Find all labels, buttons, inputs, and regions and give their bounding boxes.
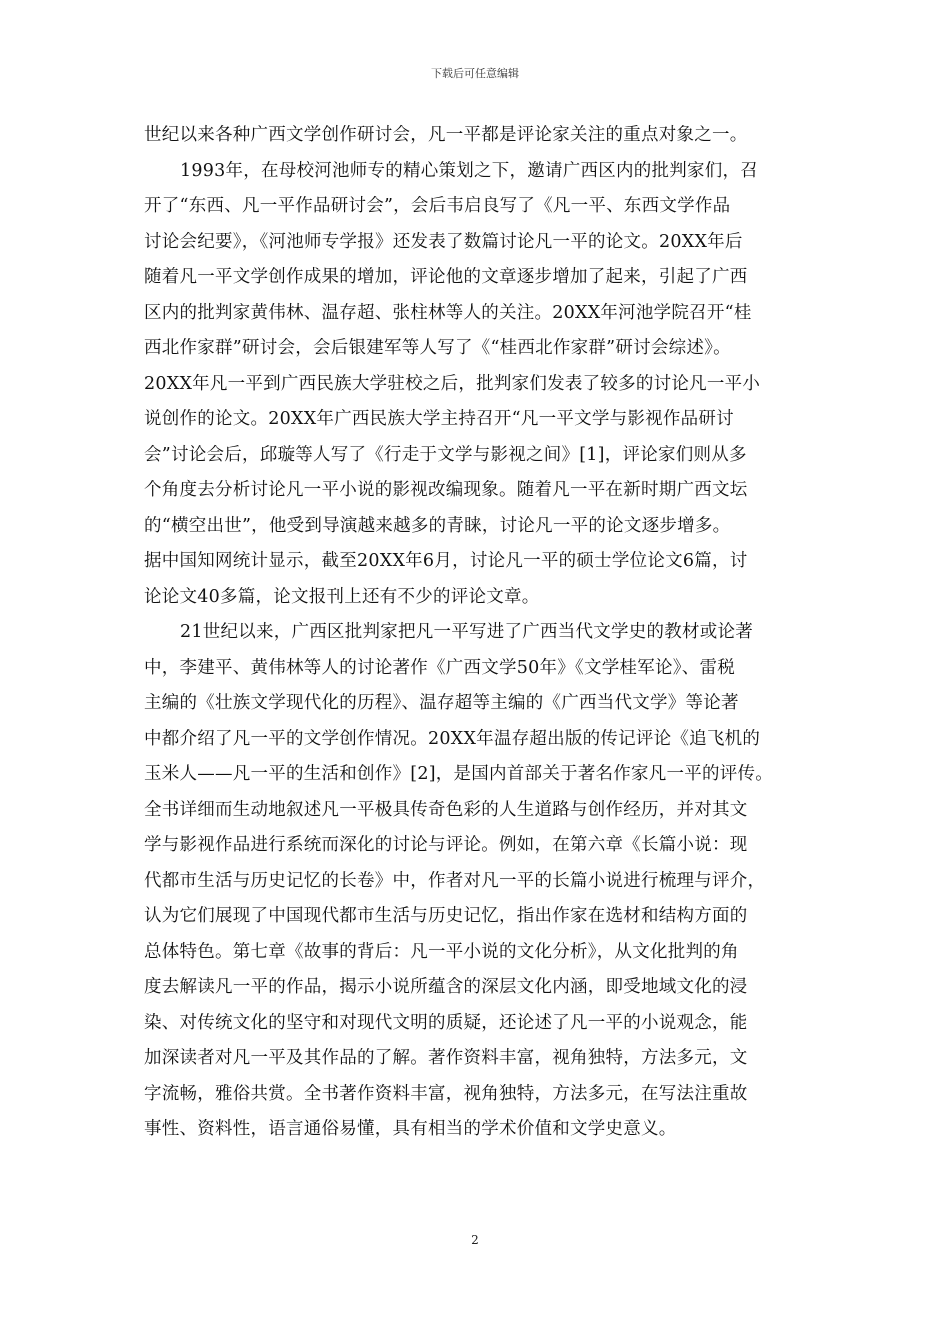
text-line: 20XX年凡一平到广西民族大学驻校之后，批判家们发表了较多的讨论凡一平小 [144, 373, 761, 394]
paragraph-first-line: 1993年，在母校河池师专的精心策划之下，邀请广西区内的批判家们，召 [180, 160, 759, 181]
text-line: 代都市生活与历史记忆的长卷》中，作者对凡一平的长篇小说进行梳理与评介， [144, 870, 766, 891]
text-line: 认为它们展现了中国现代都市生活与历史记忆，指出作家在选材和结构方面的 [144, 906, 748, 926]
text-line: 事性、资料性，语言通俗易懂，具有相当的学术价值和文学史意义。 [144, 1119, 677, 1139]
text-line: 主编的《壮族文学现代化的历程》、温存超等主编的《广西当代文学》等论著 [144, 693, 739, 713]
paragraph-first-line: 21世纪以来，广西区批判家把凡一平写进了广西当代文学史的教材或论著 [180, 622, 754, 642]
text-line: 讨论会纪要》，《河池师专学报》还发表了数篇讨论凡一平的论文。20XX年后 [144, 231, 743, 252]
text-line: 据中国知网统计显示，截至20XX年6月，讨论凡一平的硕士学位论文6篇，讨 [144, 551, 748, 571]
text-line: 区内的批判家黄伟林、温存超、张柱林等人的关注。20XX年河池学院召开“桂 [144, 302, 752, 323]
text-line: 说创作的论文。20XX年广西民族大学主持召开“凡一平文学与影视作品研讨 [144, 409, 734, 429]
text-line: 中，李建平、黄伟林等人的讨论著作《广西文学50年》《文学桂军论》、雷税 [144, 657, 736, 678]
text-line: 学与影视作品进行系统而深化的讨论与评论。例如，在第六章《长篇小说：现 [144, 835, 748, 855]
text-line: 开了“东西、凡一平作品研讨会”，会后韦启良写了《凡一平、东西文学作品 [144, 196, 731, 216]
text-line: 度去解读凡一平的作品，揭示小说所蕴含的深层文化内涵，即受地域文化的浸 [144, 977, 748, 997]
text-line: 西北作家群”研讨会，会后银建军等人写了《“桂西北作家群”研讨会综述》。 [144, 338, 731, 358]
text-line: 加深读者对凡一平及其作品的了解。著作资料丰富，视角独特，方法多元，文 [144, 1048, 748, 1068]
page-number: 2 [471, 1233, 479, 1247]
text-line: 字流畅，雅俗共赏。全书著作资料丰富，视角独特，方法多元，在写法注重故 [144, 1083, 748, 1104]
text-line: 会”讨论会后，邱璇等人写了《行走于文学与影视之间》[1]，评论家们则从多 [144, 444, 747, 465]
text-line: 玉米人——凡一平的生活和创作》[2]，是国内首部关于著名作家凡一平的评传。 [144, 764, 774, 784]
body-text [144, 118, 808, 1148]
text-line: 随着凡一平文学创作成果的增加，评论他的文章逐步增加了起来，引起了广西 [144, 267, 748, 287]
text-line: 染、对传统文化的坚守和对现代文明的质疑，还论述了凡一平的小说观念，能 [144, 1012, 748, 1033]
text-line: 世纪以来各种广西文学创作研讨会，凡一平都是评论家关注的重点对象之一。 [144, 125, 748, 145]
text-line: 全书详细而生动地叙述凡一平极具传奇色彩的人生道路与创作经历，并对其文 [144, 799, 748, 820]
text-line: 的“横空出世”，他受到导演越来越多的青睐，讨论凡一平的论文逐步增多。 [144, 515, 731, 536]
text-line: 论论文40多篇，论文报刊上还有不少的评论文章。 [144, 586, 540, 607]
text-line: 个角度去分析讨论凡一平小说的影视改编现象。随着凡一平在新时期广西文坛 [144, 480, 748, 500]
text-line: 中都介绍了凡一平的文学创作情况。20XX年温存超出版的传记评论《追飞机的 [144, 728, 761, 749]
text-line: 总体特色。第七章《故事的背后：凡一平小说的文化分析》，从文化批判的角 [144, 941, 739, 962]
page-header: 下载后可任意编辑 [431, 67, 519, 80]
